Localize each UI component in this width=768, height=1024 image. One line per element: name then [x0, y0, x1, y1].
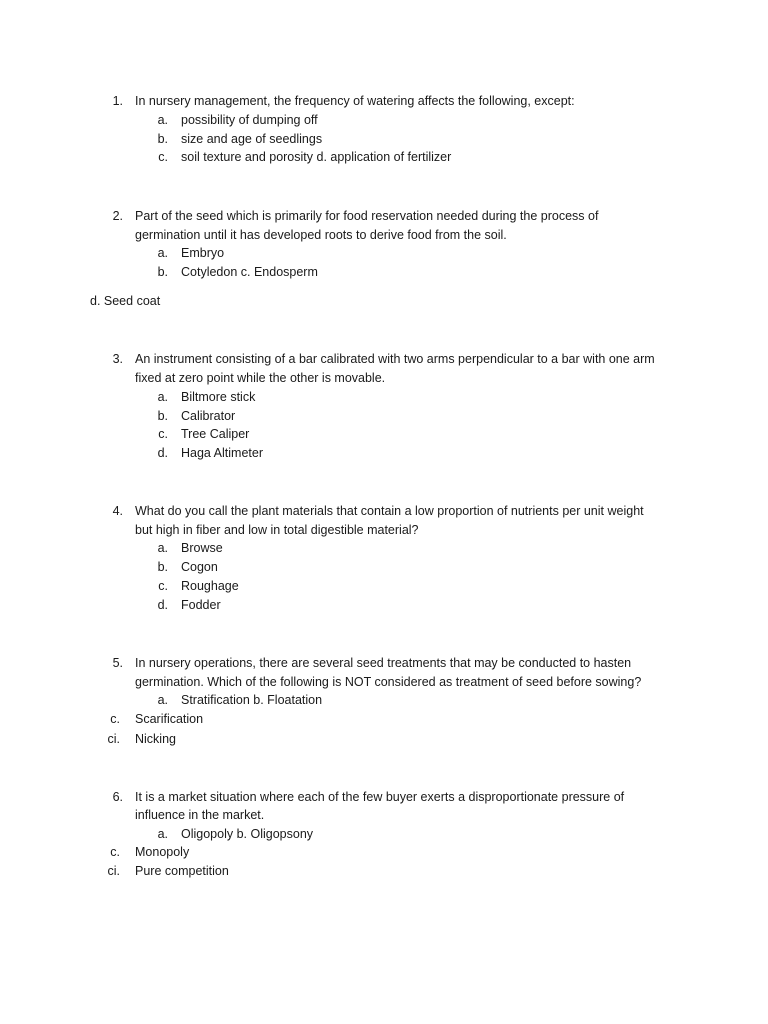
- option-label: b.: [157, 132, 168, 146]
- option-text: d. Seed coat: [90, 294, 161, 308]
- option-text: Roughage: [181, 579, 239, 593]
- question-text: An instrument consisting of a bar calibrated with two arms perpendicular to a bar with one arm: [135, 352, 655, 366]
- option-text: Pure competition: [135, 864, 229, 878]
- option-text: Calibrator: [181, 409, 236, 423]
- question-number: 4.: [112, 504, 123, 518]
- option-text: Tree Caliper: [181, 427, 250, 441]
- option-label: a.: [157, 390, 168, 404]
- question-number: 1.: [112, 94, 123, 108]
- question-number: 6.: [112, 790, 123, 804]
- question-number: 3.: [112, 352, 123, 366]
- option-text: Scarification: [135, 712, 204, 726]
- option-text: size and age of seedlings: [181, 132, 323, 146]
- option-text: Haga Altimeter: [181, 446, 263, 460]
- option-label: c.: [110, 712, 120, 726]
- option-label: c.: [158, 427, 168, 441]
- option-label: a.: [157, 113, 168, 127]
- option-label: b.: [157, 265, 168, 279]
- question-text: What do you call the plant materials that contain a low proportion of nutrients per unit weight: [135, 504, 644, 518]
- option-label: c.: [158, 579, 168, 593]
- option-text: Oligopoly b. Oligopsony: [181, 827, 314, 841]
- option-text: possibility of dumping off: [181, 113, 318, 127]
- option-text: Stratification b. Floatation: [181, 693, 323, 707]
- option-label: a.: [157, 693, 168, 707]
- question-number: 2.: [112, 209, 123, 223]
- option-text: Monopoly: [135, 845, 190, 859]
- option-label: ci.: [107, 864, 120, 878]
- option-label: b.: [157, 560, 168, 574]
- option-label: c.: [158, 150, 168, 164]
- option-text: Embryo: [181, 246, 225, 260]
- option-text: Fodder: [181, 598, 221, 612]
- option-label: d.: [157, 446, 168, 460]
- option-text: Browse: [181, 541, 223, 555]
- question-text: In nursery management, the frequency of watering affects the following, except:: [135, 94, 575, 108]
- option-label: a.: [157, 541, 168, 555]
- option-label: d.: [157, 598, 168, 612]
- option-label: a.: [157, 827, 168, 841]
- option-text: Cotyledon c. Endosperm: [181, 265, 318, 279]
- option-label: c.: [110, 845, 120, 859]
- question-text: It is a market situation where each of the few buyer exerts a disproportionate pressure of: [135, 790, 625, 804]
- option-text: Nicking: [135, 732, 176, 746]
- option-text: soil texture and porosity d. application of fertilizer: [181, 150, 452, 164]
- option-label: b.: [157, 409, 168, 423]
- question-text: In nursery operations, there are several seed treatments that may be conducted to hasten: [135, 656, 632, 670]
- question-number: 5.: [112, 656, 123, 670]
- option-text: Biltmore stick: [181, 390, 256, 404]
- question-text: germination. Which of the following is NOT considered as treatment of seed before sowing?: [135, 675, 642, 689]
- question-text: Part of the seed which is primarily for food reservation needed during the process of: [135, 209, 599, 223]
- option-text: Cogon: [181, 560, 218, 574]
- question-text: germination until it has developed roots to derive food from the soil.: [135, 228, 507, 242]
- question-text: fixed at zero point while the other is movable.: [135, 371, 386, 385]
- question-text: but high in fiber and low in total digestible material?: [135, 523, 419, 537]
- option-label: a.: [157, 246, 168, 260]
- question-text: influence in the market.: [135, 808, 265, 822]
- option-label: ci.: [107, 732, 120, 746]
